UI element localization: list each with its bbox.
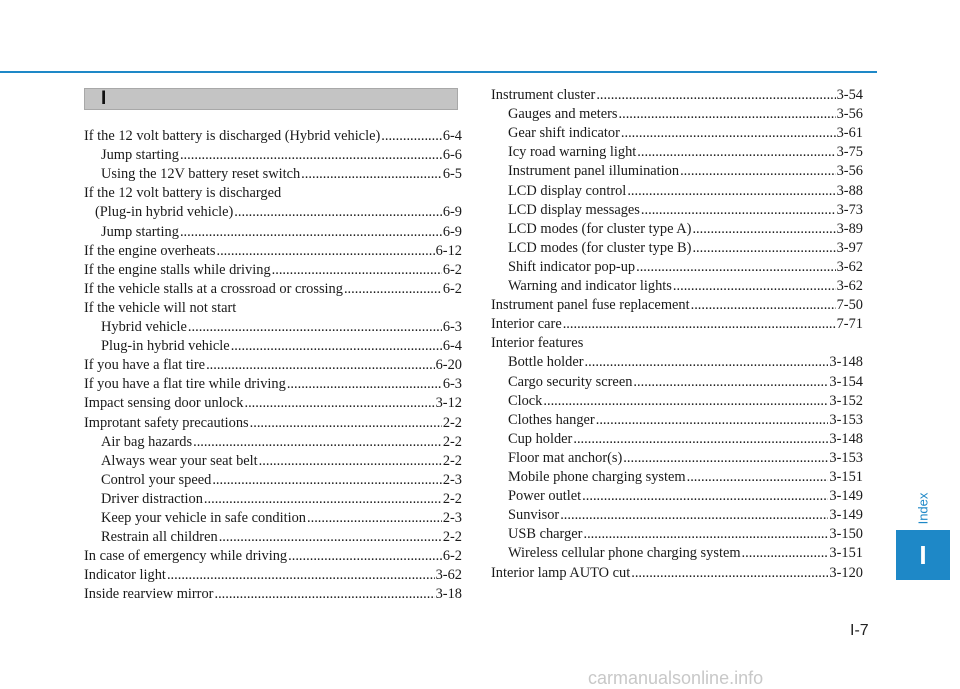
index-subentry[interactable] [84,489,462,509]
dot-leader [543,391,828,411]
index-subentry[interactable] [491,372,863,392]
entry-page-ref: 3-150 [829,526,863,543]
dot-leader [193,432,442,452]
entry-label: Instrument cluster [491,87,596,103]
entry-label: If the 12 volt battery is discharged (Hybrid vehicle) [84,128,381,144]
index-subentry[interactable] [491,410,863,430]
index-entry[interactable] [84,260,462,280]
entry-label: If you have a flat tire while driving [84,376,286,393]
index-subentry[interactable] [491,429,863,449]
entry-label: Gear shift indicator [508,125,620,142]
entry-page-ref: 2-2 [442,452,462,469]
index-subentry[interactable] [84,527,462,547]
dot-leader [234,202,442,222]
index-entry[interactable] [84,393,462,413]
dot-leader [307,508,442,528]
entry-label: Icy road warning light [508,144,637,161]
index-entry[interactable] [491,295,863,315]
index-entry[interactable] [84,279,462,299]
entry-label: Clock [508,392,543,409]
entry-label: LCD display messages [508,201,640,218]
index-subentry[interactable] [491,524,863,544]
entry-page-ref: 2-3 [442,510,462,526]
entry-label: Restrain all children [101,529,218,546]
index-subentry[interactable] [491,543,863,563]
dot-leader [212,470,442,490]
dot-leader [596,85,835,105]
entry-page-ref: 6-2 [442,280,462,297]
watermark: carmanualsonline.info [588,668,764,688]
index-subentry[interactable] [84,470,462,490]
entry-page-ref: 3-75 [836,144,863,161]
entry-page-ref: 7-50 [836,297,863,314]
index-subentry[interactable] [84,432,462,452]
entry-label: Cup holder [508,430,573,447]
dot-leader [596,410,829,430]
entry-page-ref: 3-12 [435,395,462,412]
entry-label: If the engine stalls while driving [84,261,271,278]
entry-label: Jump starting [101,223,179,240]
entry-label: Indicator light [84,567,166,584]
index-entry[interactable] [491,314,863,334]
dot-leader [680,161,836,181]
index-entry[interactable] [491,563,863,583]
entry-label: Bottle holder [508,354,584,371]
index-tab-letter-box[interactable] [896,530,950,580]
index-heading: Interior features [491,335,584,352]
entry-label: If you have a flat tire [84,357,206,374]
entry-page-ref: 3-154 [829,373,863,390]
entry-page-ref: 6-4 [442,128,462,144]
entry-page-ref: 3-56 [836,106,863,123]
dot-leader [742,543,829,563]
index-subentry[interactable] [491,352,863,372]
entry-page-ref: 6-9 [442,223,462,240]
dot-leader [636,257,836,277]
dot-leader [692,238,835,258]
dot-leader [641,200,836,220]
index-entry[interactable] [84,241,462,261]
dot-leader [633,372,828,392]
entry-label: Jump starting [101,147,179,164]
entry-label: Hybrid vehicle [101,319,187,335]
entry-page-ref: 3-62 [836,278,863,294]
index-tab-text: Index [915,492,931,524]
entry-page-ref: 6-3 [442,319,462,335]
dot-leader [621,123,836,143]
dot-leader [583,524,828,544]
index-subentry[interactable] [84,317,462,337]
section-letter: I [101,88,107,109]
entry-page-ref: 6-5 [442,166,462,183]
entry-page-ref: 6-9 [442,204,462,221]
entry-label: Air bag hazards [101,433,193,450]
index-subentry[interactable] [491,219,863,239]
entry-page-ref: 3-152 [829,392,863,409]
entry-label: Power outlet [508,488,582,505]
entry-label: Warning and indicator lights [508,278,672,294]
entry-page-ref: 2-2 [442,490,462,507]
index-entry[interactable] [84,355,462,375]
dot-leader [673,276,836,296]
dot-leader [231,336,442,356]
index-subentry[interactable] [491,200,863,220]
entry-page-ref: 3-62 [435,567,462,584]
index-entry[interactable] [84,546,462,566]
index-subentry[interactable] [491,448,863,468]
index-subentry[interactable] [491,276,863,296]
entry-page-ref: 3-88 [836,182,863,199]
entry-page-ref: 3-62 [836,258,863,275]
dot-leader [563,314,836,334]
entry-label: Mobile phone charging system [508,469,686,485]
dot-leader [344,279,442,299]
dot-leader [167,565,435,585]
entry-page-ref: 6-3 [442,376,462,393]
entry-page-ref: 3-149 [829,488,863,505]
dot-leader [582,486,828,506]
entry-page-ref: 2-2 [442,414,462,431]
dot-leader [573,429,828,449]
entry-page-ref: 2-3 [442,471,462,488]
entry-label: Gauges and meters [508,106,618,123]
dot-leader [627,181,835,201]
entry-label: Interior lamp AUTO cut [491,564,631,581]
index-entry[interactable] [84,126,462,146]
entry-label: Always wear your seat belt [101,452,258,469]
entry-label: Impact sensing door unlock [84,395,244,412]
entry-label: If the engine overheats [84,242,216,259]
index-subentry[interactable] [491,238,863,258]
entry-page-ref: 3-151 [829,545,863,562]
dot-leader [560,505,828,525]
entry-page-ref: 2-2 [442,529,462,546]
index-subentry[interactable] [84,145,462,165]
dot-leader [216,241,434,261]
index-subentry[interactable] [491,391,863,411]
index-subentry[interactable] [84,336,462,356]
dot-leader [691,295,836,315]
entry-label: Instrument panel illumination [508,163,680,180]
index-subentry[interactable] [84,202,462,222]
entry-page-ref: 3-73 [836,201,863,218]
entry-page-ref: 3-120 [829,564,863,581]
dot-leader [272,260,442,280]
entry-page-ref: 3-56 [836,163,863,180]
entry-label: Inside rearview mirror [84,586,214,603]
dot-leader [623,448,828,468]
index-tab-label[interactable] [896,488,950,528]
index-heading: If the 12 volt battery is discharged [84,185,282,202]
entry-label: Improtant safety precautions [84,414,249,431]
dot-leader [250,413,442,433]
entry-label: Shift indicator pop-up [508,258,636,275]
dot-leader [637,142,835,162]
dot-leader [188,317,442,337]
entry-page-ref: 3-149 [829,507,863,524]
dot-leader [585,352,829,372]
entry-page-ref: 3-148 [829,430,863,447]
dot-leader [288,546,442,566]
index-subentry[interactable] [491,161,863,181]
section-letter-header [84,88,458,110]
index-subentry[interactable] [491,257,863,277]
dot-leader [259,451,442,471]
dot-leader [219,527,442,547]
entry-label: Sunvisor [508,507,560,524]
entry-label: Using the 12V battery reset switch [101,166,301,183]
entry-page-ref: 3-153 [829,449,863,466]
entry-page-ref: 6-4 [442,338,462,355]
entry-page-ref: 6-2 [442,261,462,278]
top-rule [0,71,877,73]
entry-page-ref: 7-71 [836,316,863,333]
dot-leader [287,374,442,394]
dot-leader [206,355,435,375]
index-entry[interactable] [84,374,462,394]
dot-leader [619,104,836,124]
dot-leader [180,222,442,242]
dot-leader [631,563,828,583]
index-subentry[interactable] [491,181,863,201]
entry-label: LCD modes (for cluster type B) [508,239,692,256]
entry-label: Keep your vehicle in safe condition [101,510,306,526]
entry-label: Plug-in hybrid vehicle [101,338,230,355]
entry-label: Interior care [491,316,562,333]
entry-label: Clothes hanger [508,411,595,428]
page-number: I-7 [850,622,869,639]
dot-leader [180,145,442,165]
entry-label: LCD display control [508,182,627,199]
index-subentry[interactable] [491,104,863,124]
entry-label: LCD modes (for cluster type A) [508,220,692,237]
index-subentry[interactable] [491,486,863,506]
entry-label: Driver distraction [101,490,203,507]
entry-page-ref: 6-2 [442,548,462,565]
entry-page-ref: 3-89 [836,220,863,237]
dot-leader [244,393,434,413]
entry-page-ref: 3-151 [829,469,863,485]
entry-page-ref: 2-2 [442,433,462,450]
index-subentry[interactable] [491,505,863,525]
dot-leader [381,126,442,146]
entry-page-ref: 6-6 [442,147,462,164]
dot-leader [204,489,442,509]
dot-leader [687,467,829,487]
index-subentry[interactable] [84,451,462,471]
entry-page-ref: 3-54 [836,87,863,103]
dot-leader [301,164,442,184]
index-subentry[interactable] [491,123,863,143]
entry-page-ref: 6-12 [435,242,462,259]
entry-label: Instrument panel fuse replacement [491,297,690,314]
index-entry[interactable] [84,413,462,433]
index-entry[interactable] [491,85,863,105]
entry-label: Cargo security screen [508,373,633,390]
entry-label: (Plug-in hybrid vehicle) [95,204,234,221]
index-subentry[interactable] [84,222,462,242]
entry-page-ref: 3-148 [829,354,863,371]
index-heading: If the vehicle will not start [84,299,237,316]
entry-page-ref: 3-153 [829,411,863,428]
dot-leader [214,584,434,604]
index-subentry[interactable] [491,467,863,487]
entry-page-ref: 3-18 [435,586,462,603]
entry-label: If the vehicle stalls at a crossroad or crossing [84,280,343,297]
entry-label: Control your speed [101,471,212,488]
index-entry[interactable] [84,584,462,604]
entry-label: Floor mat anchor(s) [508,449,623,466]
entry-label: Wireless cellular phone charging system [508,545,741,562]
dot-leader [692,219,835,239]
index-tab-letter: I [919,539,927,570]
index-subentry[interactable] [84,164,462,184]
index-subentry[interactable] [84,508,462,528]
entry-page-ref: 3-61 [836,125,863,142]
entry-page-ref: 3-97 [836,239,863,256]
index-entry[interactable] [84,565,462,585]
entry-label: USB charger [508,526,583,543]
index-subentry[interactable] [491,142,863,162]
entry-page-ref: 6-20 [435,357,462,374]
entry-label: In case of emergency while driving [84,548,288,565]
